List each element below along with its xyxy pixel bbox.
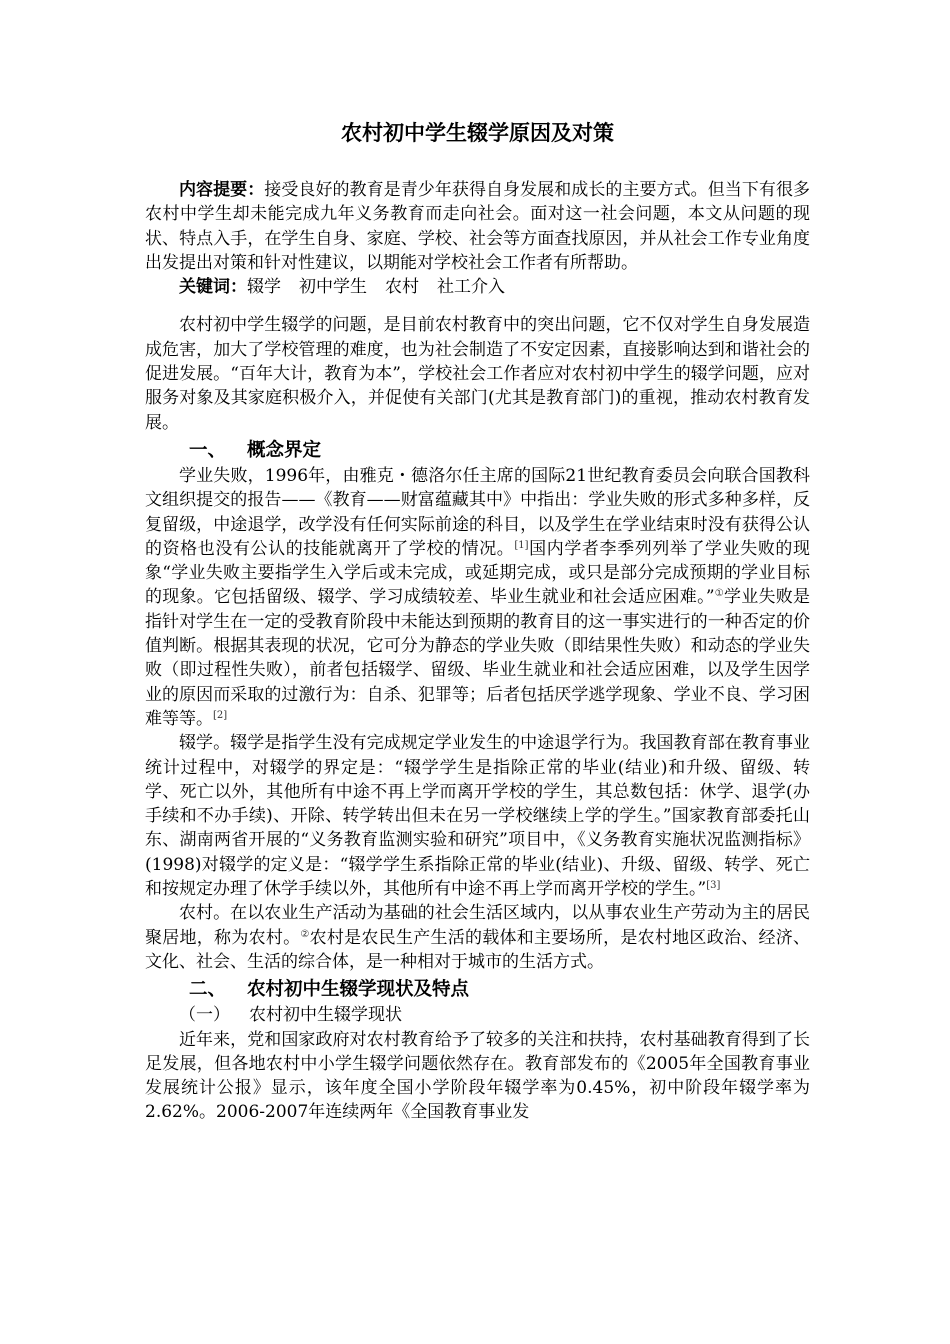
abstract-text: 接受良好的教育是青少年获得自身发展和成长的主要方式。但当下有很多农村中学生却未能完成九年义务教育而走向社会。面对这一社会问题，本文从问题的现状、特点入手，在学生自身、家庭、学校、社会等方面查找原因，并从社会工作专业角度出发提出对策和针对性建议，以期能对学校社会工作者有所帮助。 [145, 180, 811, 273]
citation-ref: [2] [213, 709, 228, 721]
section-title: 概念界定 [247, 439, 322, 461]
document-page [145, 118, 810, 1125]
subsection-heading [145, 1003, 810, 1027]
body-paragraph: 近年来，党和国家政府对农村教育给予了较多的关注和扶持，农村基础教育得到了长足发展，但各地农村中小学生辍学问题依然存在。教育部发布的《2005年全国教育事业发展统计公报》显示，该年度全国小学阶段年辍学率为0.45%，初中阶段年辍学率为2.62%。2006-2007年连续两年《全国教育事业发 [145, 1029, 810, 1123]
paragraph-text: 辍学。辍学是指学生没有完成规定学业发生的中途退学行为。我国教育部在教育事业统计过程中，对辍学的界定是：“辍学学生是指除正常的毕业(结业)和升级、留级、转学、死亡以外，其他所有中途不再上学而离开学校的学生，其总数包括：休学、退学(办手续和不办手续)、开除、转学转出但未在另一学校继续上学的学生。”国家教育部委托山东、湖南两省开展的“义务教育监测实验和研究”项目中，《义务教育实施状况监测指标》(1998)对辍学的定义是：“辍学学生系指除正常的毕业(结业)、升级、留级、转学、死亡和按规定办理了休学手续以外，其他所有中途不再上学而离开学校的学生。” [145, 733, 810, 900]
citation-ref: [3] [706, 880, 721, 892]
document-title: 农村初中学生辍学原因及对策 [341, 120, 614, 145]
keyword-item: 初中学生 [299, 277, 367, 298]
section-number: 二、 [189, 979, 227, 1001]
body-paragraph [145, 901, 810, 974]
section-title: 农村初中生辍学现状及特点 [247, 979, 470, 1001]
paragraph-text: 学业失败是指针对学生在一定的受教育阶段中未能达到预期的教育目的这一事实进行的一种否定的价值判断。根据其表现的状况，它可分为静态的学业失败（即结果性失败）和动态的学业失败（即过程性失败），前者包括辍学、留级、毕业生就业和社会适应困难，以及学生因学业的原因而采取的过激行为：自杀、犯罪等；后者包括厌学逃学现象、学业不良、学习困难等等。 [145, 587, 811, 729]
keyword-item: 辍学 [247, 277, 281, 298]
footnote-ref: ② [300, 928, 310, 940]
keywords-label: 关键词： [179, 277, 247, 298]
section-heading-2 [145, 976, 810, 1003]
footnote-ref: ① [714, 588, 724, 600]
intro-paragraph: 农村初中学生辍学的问题，是目前农村教育中的突出问题，它不仅对学生自身发展造成危害，加大了学校管理的难度，也为社会制造了不安定因素，直接影响达到和谐社会的促进发展。“百年大计，教育为本”，学校社会工作者应对农村初中学生的辍学问题，应对服务对象及其家庭积极介入，并促使有关部门(尤其是教育部门)的重视，推动农村教育发展。 [145, 315, 810, 433]
keyword-item: 社工介入 [437, 277, 505, 298]
keywords-line [145, 275, 810, 299]
abstract-paragraph [145, 178, 810, 275]
subsection-title: 农村初中生辍学现状 [249, 1005, 402, 1026]
paragraph-text: 学业失败，1996年，由雅克・德洛尔任主席的国际21世纪教育委员会向联合国教科文组织提交的报告——《教育——财富蕴藏其中》中指出：学业失败的形式多种多样，反复留级，中途退学，改学没有任何实际前途的科目，以及学生在学业结束时没有获得公认的资格也没有公认的技能就离开了学校的情况。 [145, 465, 810, 559]
citation-ref: [1] [514, 539, 529, 551]
keyword-item: 农村 [385, 277, 419, 298]
section-heading-1 [145, 437, 810, 464]
paragraph-text: 国内学者李季列列举了学业失败的现象“学业失败主要指学生入学后或未完成，或延期完成，或只是部分完成预期的学业目标的现象。它包括留级、辍学、学习成绩较差、毕业生就业和社会适应困难。” [145, 538, 811, 608]
section-number: 一、 [189, 439, 227, 461]
spacer [145, 299, 810, 313]
paragraph-text: 农村是农民生产生活的载体和主要场所，是农村地区政治、经济、文化、社会、生活的综合体，是一种相对于城市的生活方式。 [145, 927, 811, 972]
subsection-number: （一） [179, 1005, 230, 1026]
paragraph-text: 农村。在以农业生产活动为基础的社会生活区域内，以从事农业生产劳动为主的居民聚居地，称为农村。 [145, 903, 810, 948]
abstract-label: 内容提要： [179, 180, 265, 200]
body-paragraph [145, 464, 810, 731]
body-paragraph [145, 731, 810, 901]
